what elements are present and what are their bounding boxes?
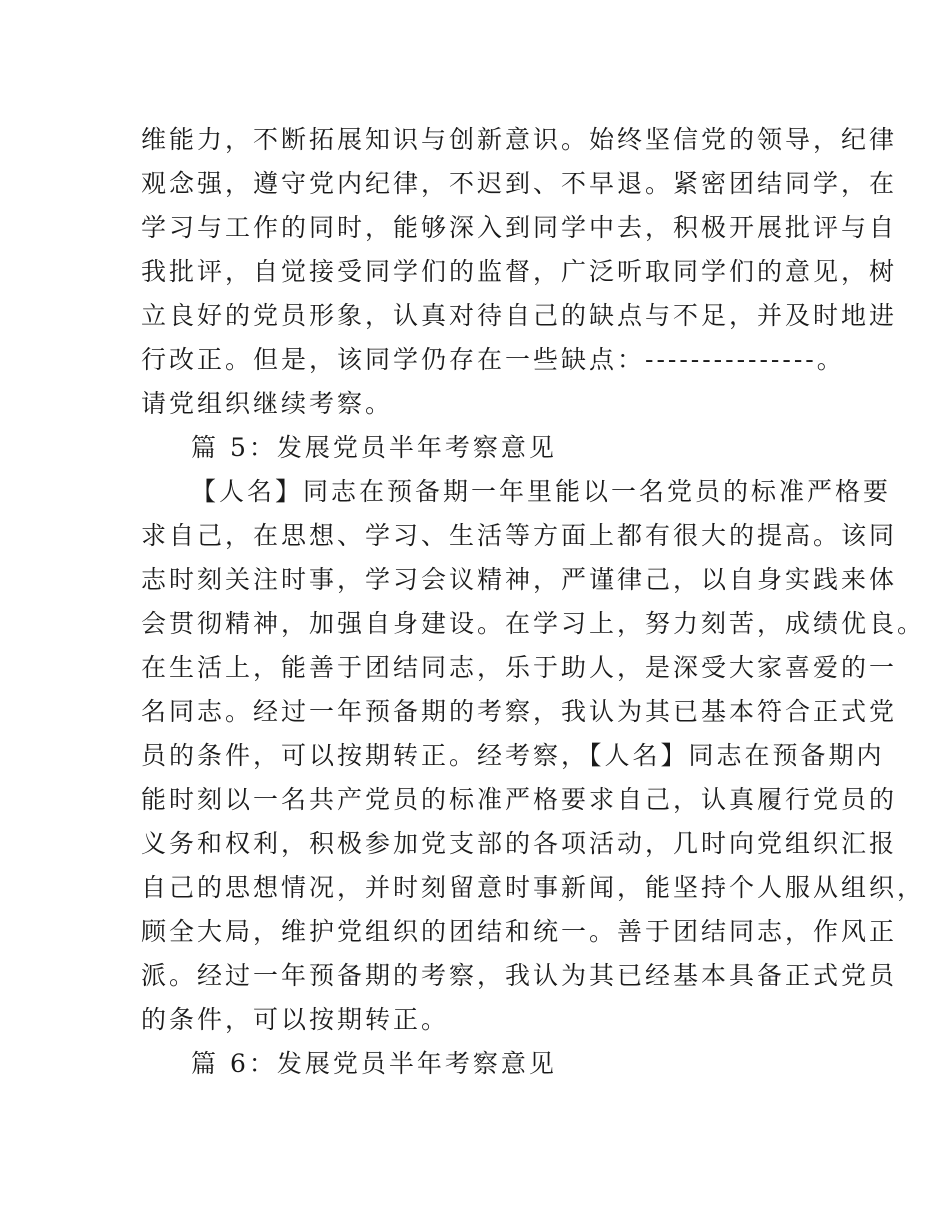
paragraph-line: 我批评，自觉接受同学们的监督，广泛听取同学们的意见，树 bbox=[141, 257, 898, 286]
paragraph-line: 【人名】同志在预备期一年里能以一名党员的标准严格要 bbox=[191, 477, 892, 506]
paragraph-line: 求自己，在思想、学习、生活等方面上都有很大的提高。该同 bbox=[141, 521, 898, 550]
paragraph-line: 志时刻关注时事，学习会议精神，严谨律己，以自身实践来体 bbox=[141, 565, 898, 594]
paragraph-line: 顾全大局，维护党组织的团结和统一。善于团结同志，作风正 bbox=[141, 917, 898, 946]
paragraph-line: 的条件，可以按期转正。 bbox=[141, 1005, 450, 1034]
paragraph-line: 会贯彻精神，加强自身建设。在学习上，努力刻苦，成绩优良。 bbox=[141, 609, 926, 638]
paragraph-line: 学习与工作的同时，能够深入到同学中去，积极开展批评与自 bbox=[141, 213, 898, 242]
section-heading-5: 篇 5：发展党员半年考察意见 bbox=[191, 433, 557, 462]
paragraph-line: 派。经过一年预备期的考察，我认为其已经基本具备正式党员 bbox=[141, 961, 898, 990]
paragraph-line: 维能力，不断拓展知识与创新意识。始终坚信党的领导，纪律 bbox=[141, 125, 898, 154]
paragraph-line: 员的条件，可以按期转正。经考察，【人名】同志在预备期内 bbox=[141, 741, 885, 770]
paragraph-line: 请党组织继续考察。 bbox=[141, 389, 394, 418]
paragraph-line: 名同志。经过一年预备期的考察，我认为其已基本符合正式党 bbox=[141, 697, 898, 726]
document-body bbox=[141, 118, 926, 1086]
paragraph-line: 义务和权利，积极参加党支部的各项活动，几时向党组织汇报 bbox=[141, 829, 898, 858]
paragraph-line: 观念强，遵守党内纪律，不迟到、不早退。紧密团结同学，在 bbox=[141, 169, 898, 198]
paragraph-line: 在生活上，能善于团结同志，乐于助人，是深受大家喜爱的一 bbox=[141, 653, 898, 682]
paragraph-line: 立良好的党员形象，认真对待自己的缺点与不足，并及时地进 bbox=[141, 301, 898, 330]
paragraph-line: 行改正。但是，该同学仍存在一些缺点：---------------。 bbox=[141, 345, 845, 374]
section-heading-6: 篇 6：发展党员半年考察意见 bbox=[191, 1049, 557, 1078]
paragraph-line: 能时刻以一名共产党员的标准严格要求自己，认真履行党员的 bbox=[141, 785, 898, 814]
paragraph-line: 自己的思想情况，并时刻留意时事新闻，能坚持个人服从组织， bbox=[141, 873, 926, 902]
